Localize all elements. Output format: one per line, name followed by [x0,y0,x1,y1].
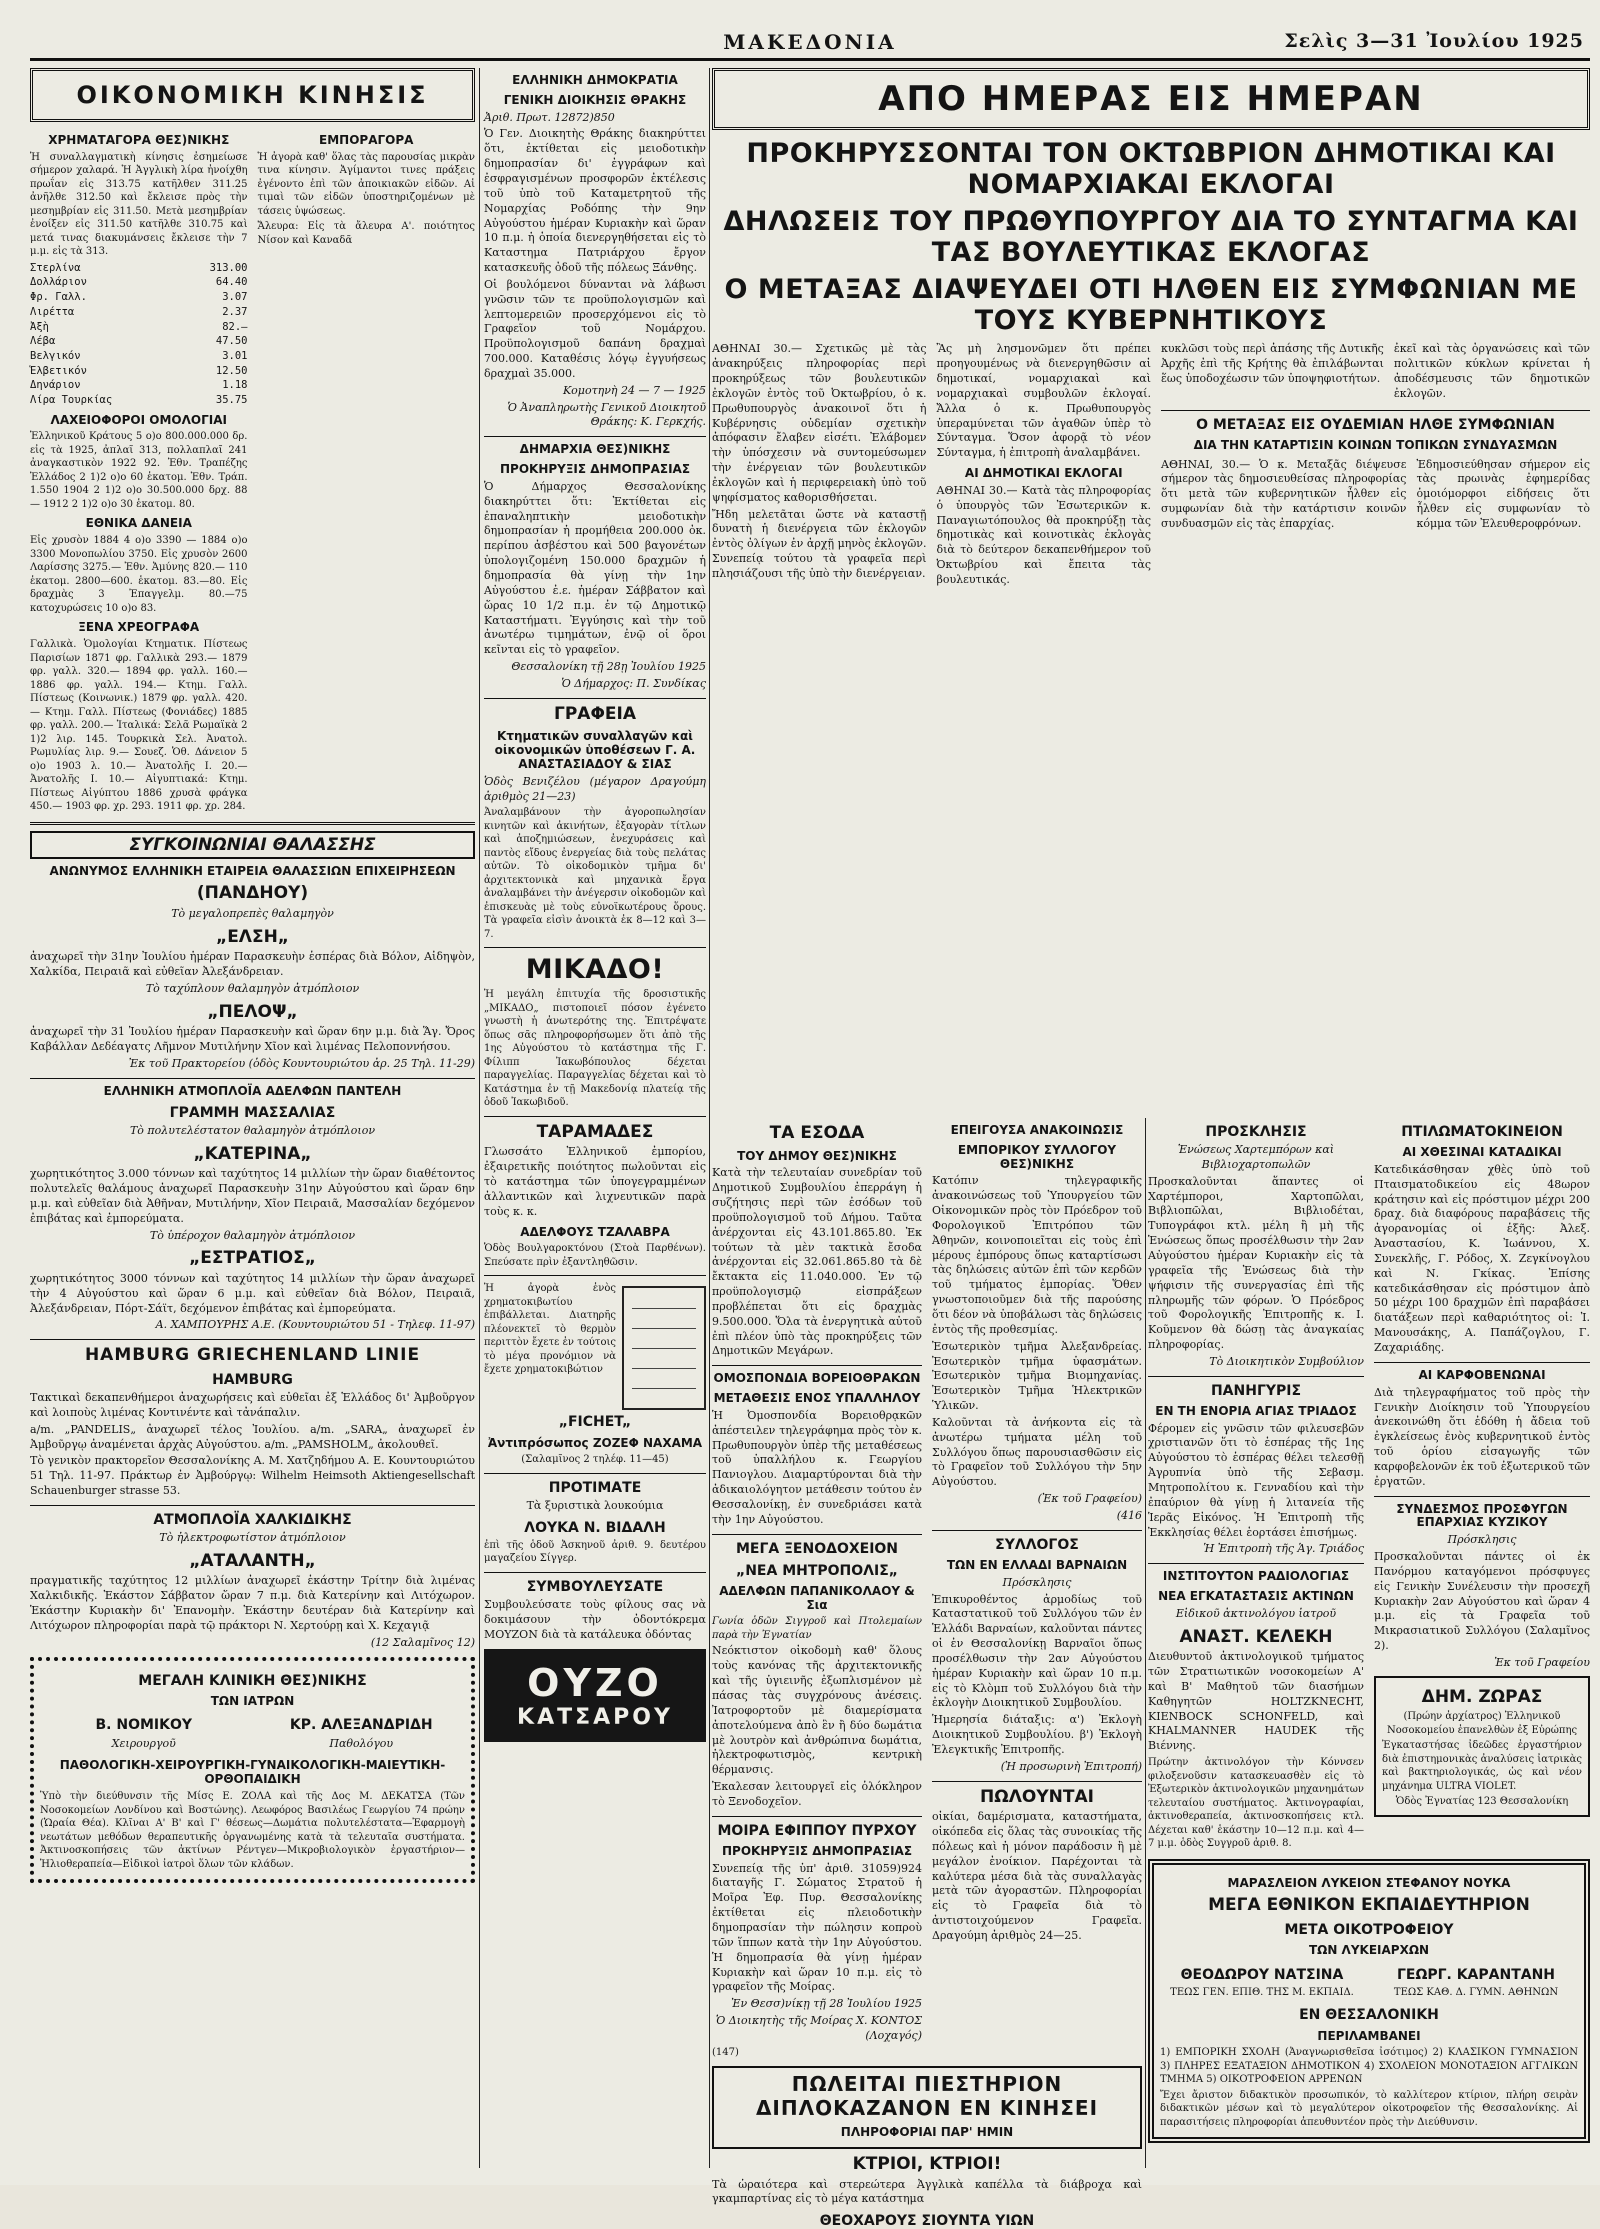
ship1-text: ἀναχωρεῖ τὴν 31ην Ἰουλίου ἡμέραν Παρασκευὴν ἑσπέρας διὰ Βόλον, Αἰδηψὸν, Χαλκίδα, Πειραιᾶ καὶ εὐθεῖαν Ἀλεξάνδρειαν. [30,950,475,979]
grafeia-text: Ἀναλαμβάνουν τὴν ἀγοροπωλησίαν κινητῶν καὶ ἀκινήτων, ἐξαγορὰν τίτλων καὶ ἀποζημιώσεων, ἐνεχυράσεις καὶ παντὸς εἴδους ἐνεργείας διὰ τοὺς πελάτας αὐτῶν. Τὸ οἰκοδομικὸν τμῆμα δι' ἀρχιτεκτονικὰ καὶ μηχανικὰ ἔργα ἀναλαμβάνει τὴν ἀνέγερσιν οἰκοδομῶν καὶ ἐπισκευὰς μὲ τοὺς εὐνοϊκωτέρους ὅρους. Τὰ γραφεῖα εἰσὶν ἀνοικτὰ ἐκ 8—12 καὶ 3—7. [484,807,706,940]
foreign-title: ΞΕΝΑ ΧΡΕΟΓΡΑΦΑ [78,620,200,635]
day-head1: ΠΡΟΚΗΡΥΣΣΟΝΤΑΙ ΤΟΝ ΟΚΤΩΒΡΙΟΝ ΔΗΜΟΤΙΚΑΙ ΚΑΙ ΝΟΜΑΡΧΙΑΚΑΙ ΕΚΛΟΓΑΙ [746,138,1556,201]
rad-name: ΑΝΑΣΤ. ΚΕΛΕΚΗ [1179,1626,1333,1647]
economy-left [30,128,248,816]
ship5-name: „ΑΤΑΛΑΝΤΗ„ [189,1550,316,1571]
sale3-text: Τὰ ὡραιότερα καὶ στερεώτερα Ἀγγλικὰ καπέλλα τὰ διάβροχα καὶ γκαμπαρτίνας εἰς τὸ μέγα κατάστημα [712,2177,1142,2206]
symb-text: Συμβουλεύσατε τοὺς φίλους σας νὰ δοκιμάσουν τὴν ὀδοντόκρεμα ΜΟΥΖΟΝ διὰ τὰ κατάλευκα ὀδόντας [484,1597,706,1641]
emp-text2: Καλοῦνται τὰ ἀνήκοντα εἰς τὰ ἀνωτέρω τμήματα μέλη τοῦ Συλλόγου ὅπως παρουσιασθῶσιν εἰς τὸ Γραφεῖον τοῦ Συλλόγου τὴν 5ην Αὐγούστου. [932,1415,1142,1489]
zoras-sub: (Πρώην ἀρχίατρος) Ἐλληνικοῦ Νοσοκομείου ἐπανελθὼν ἐξ Εὐρώπης [1386,1711,1578,1736]
school-inc: ΠΕΡΙΛΑΜΒΑΝΕΙ [1317,2028,1421,2043]
prot-title: ΠΡΟΤΙΜΑΤΕ [548,1479,642,1496]
revenue-title: ΤΑ ΕΣΟΔΑ [769,1123,865,1143]
ship4-name: „ΕΣΤΡΑΤΙΟΣ„ [189,1248,316,1269]
shipping-co3b: HAMBURG [212,1371,293,1388]
news-a1: ΑΘΗΝΑΙ 30.— Σχετικῶς μὲ τὰς ἀνακηρύξεις πληροφορίας περὶ προκηρύξεως τῶν βουλευτικῶν ἐκλογῶν ἐντὸς τοῦ Ὀκτωβρίου, ὁ κ. Πρωθυπουργὸς ἀνακοινοῖ ὅτι ἡ Κυβέρνησις οὐδεμίαν σχετικὴν ἀπόφασιν ἔλαβεν εἰσέτι. Ἐλάβομεν τὴν ὑπόσχεσιν νὰ συντομεύσωμεν τὴν ἐνέργειαν τῶν βουλευτικῶν ἐκλογῶν καὶ ἡ περιφερειακὴ ὑπὸ τοῦ ψηφίσματος καθορισθήσεται. [712,342,927,504]
symb-title: ΣΥΜΒΟΥΛΕΥΣΑΤΕ [526,1578,664,1595]
mikado-title: ΜΙΚΑΔΟ! [525,954,665,986]
school-list: 1) ΕΜΠΟΡΙΚΗ ΣΧΟΛΗ (Ἀναγνωρισθεῖσα ἰσότιμος) 2) ΚΛΑΣΙΚΟΝ ΓΥΜΝΑΣΙΟΝ 3) ΠΛΗΡΕΣ ΕΞΑΤΑΞΙΟΝ ΔΗΜΟΤΙΚΟΝ 4) ΣΧΟΛΕΙΟΝ ΜΟΝΟΤΑΞΙΟΝ ΑΓΓΛΙΚΩΝ ΤΜΗΜΑ 5) ΟΙΚΟΤΡΟΦΕΙΟΝ ΑΡΡΕΝΩΝ [1160,2047,1578,2086]
prosk-sub: Ἑνώσεως Χαρτεμπόρων καὶ Βιβλιοχαρτοπωλῶν [1177,1143,1335,1171]
hotel-title: ΜΕΓΑ ΞΕΝΟΔΟΧΕΙΟΝ [735,1540,899,1557]
metaxas-title: Ο ΜΕΤΑΞΑΣ ΕΙΣ ΟΥΔΕΜΙΑΝ ΗΛΘΕ ΣΥΜΦΩΝΙΑΝ [1196,416,1555,433]
zoras-addr: Ὁδὸς Ἐγνατίας 123 Θεσσαλονίκη [1395,1796,1569,1808]
economy-banner: ΟΙΚΟΝΟΜΙΚΗ ΚΙΝΗΣΙΣ [30,68,475,122]
tarama-title: ΤΑΡΑΜΑΔΕΣ [536,1121,654,1142]
varn-title: ΣΥΛΛΟΓΟΣ [995,1536,1079,1553]
column-rule [479,68,480,2168]
moira-text: Συνεπείᾳ τῆς ὑπ' ἀριθ. 31059)924 διαταγῆς Γ. Σώματος Στρατοῦ ἡ Μοῖρα Ἐφ. Πυρ. Θεσσαλονίκης ἐκτίθεται εἰς πλειοδοτικὴν δημοπρασίαν τὴν πώλησιν κοπροὺ τῶν ἵππων κατὰ τὴν 1ην Αὐγούστου. Ἡ δημοπρασία θὰ γίνῃ ἡμέραν Κυριακὴν καὶ ὥραν 10 π.μ. εἰς τὸ γραφεῖον τῆς Μοίρας. [712,1861,922,1994]
day-head3: Ο ΜΕΤΑΞΑΣ ΔΙΑΨΕΥΔΕΙ ΟΤΙ ΗΛΘΕΝ ΕΙΣ ΣΥΜΦΩΝΙΑΝ ΜΕ ΤΟΥΣ ΚΥΒΕΡΝΗΤΙΚΟΥΣ [724,274,1578,337]
metaxas-text2: Ἐδημοσιεύθησαν σήμερον εἰς τὰς πρωινὰς ἐφημερίδας ὁμοιόμορφοι εἰδήσεις ὅτι ἦλθεν εἰς συμφωνίαν τὸ κόμμα τῶν Ἐλευθεροφρόνων. [1416,457,1590,530]
sale2-title: ΠΩΛΕΙΤΑΙ ΠΙΕΣΤΗΡΙΟΝ [791,2072,1063,2097]
ouzo-title: ΟΥΖΟ [527,1660,663,1705]
revenue-text: Κατὰ τὴν τελευταίαν συνεδρίαν τοῦ Δημοτικοῦ Συμβουλίου ἐπερράγη ἡ συζήτησις περὶ τῶν ἐσόδων τοῦ προϋπολογισμοῦ τοῦ Δήμου. Ταῦτα ἀνέρχονται εἰς 43.101.865.80. Ἐκ τούτων τὰ μὲν τακτικὰ ἔσοδα ἀνέρχονται εἰς 32.061.865.80 τὰ δὲ ἔκτακτα εἰς 11.040.000. Ἐν τῷ προϋπολογισμῷ εἰσπράξεων προβλέπεται ὅτι εἰς δραχμὰς 9.500.000. Ὅλα τὰ ἐνεργητικὰ αὐτοῦ ἐπὶ πλέον ὑπὸ τὰς προκηρύξεις τῶν Δημοτικῶν Μεγάρων. [712,1166,922,1358]
clinic-title: ΜΕΓΑΛΗ ΚΛΙΝΙΚΗ ΘΕΣ)ΝΙΚΗΣ [138,1672,367,1689]
market-prices: Ἄλευρα: Εἰς τὰ ἄλευρα Α'. ποιότητος Νίσον καὶ Καναδᾶ [257,221,475,246]
syn-text: Προσκαλοῦνται πάντες οἱ ἐκ Πανόρμου καταγόμενοι πρόσφυγες εἰς Γενικὴν Συνέλευσιν τὴν προσεχῆ Κυριακὴν 2αν Αὐγούστου καὶ ὥραν 4 μ.μ. εἰς τὰ Γραφεῖα τοῦ Μικρασιατικοῦ Συλλόγου (Σαλαμῖνος 2). [1374,1550,1590,1653]
syn-inv: Πρόσκλησις [1447,1533,1517,1547]
tarama-text: Γλωσσάτο Ἑλληνικοῦ ἐμπορίου, ἐξαιρετικῆς ποιότητος πωλοῦνται εἰς τὸ κατάστημα τῶν ὑπογεγραμμένων ἀλλαντικῶν καὶ λιχνευτικῶν παρὰ τοὺς κ. κ. [484,1145,706,1218]
emp-text: Κατόπιν τηλεγραφικῆς ἀνακοινώσεως τοῦ Ὑπουργείου τῶν Οἰκονομικῶν πρὸς τὸν Πρόεδρον τοῦ Φορολογικοῦ Ἐπιτρόπου τῶν Ἀθηνῶν, κοινοποιεῖται εἰς τοὺς ἐπὶ μέρους ἐμπόρους ὅπως καταρτίσωσι τὰς δηλώσεις αὐτῶν ἐπὶ τῶν κερδῶν τοῦ τμήματος ἐμπορίας. Ὅθεν γνωστοποιοῦμεν διὰ τῆς παρούσης ὅτι δέον νὰ ὑποβάλωσι τὰς δηλώσεις ἐντὸς τῆς προθεσμίας. [932,1174,1142,1336]
news-a1b: Ἤδη μελετᾶται ὥστε νὰ καταστῇ δυνατὴ ἡ διενέργεια τῶν ἐκλογῶν ἐντὸς ὀλίγων ἐν ἀρχῇ μηνὸς ἐκλογῶν. Συνεπείᾳ τούτου τὰ γραφεῖα περὶ πλησιάζουσι τῆς ὑπὸ τὴν διενέργειαν. [712,507,927,580]
school-sub2: ΤΩΝ ΛΥΚΕΙΑΡΧΩΝ [1308,1943,1430,1958]
fx-rates [30,261,248,408]
rate-row: Ἀξὴ 82.— [30,320,248,333]
elections-text: ΑΘΗΝΑΙ 30.— Κατὰ τὰς πληροφορίας ὁ ὑπουργὸς τῶν Ἐσωτερικῶν κ. Παναγιωτόπουλος θὰ προκηρύξῃ τὰς δημοτικὰς καὶ κοινοτικὰς ἐκλογὰς διὰ τὸ δεύτερον δεκαπενθήμερον τοῦ Ὀκτωβρίου καὶ ἔπειτα τὰς βουλευτικάς. [936,483,1151,586]
ship4-intro: Τὸ ὑπέροχον θαλαμηγὸν ἀτμόπλοιον [149,1228,356,1242]
emp-sig: (Ἐκ τοῦ Γραφείου) [1037,1492,1142,1506]
ptil-text: Κατεδικάσθησαν χθὲς ὑπὸ τοῦ Πταισματοδικείου εἰς 48ωρον κράτησιν καὶ εἰς πρόστιμον μέχρι 200 δραχ. διὰ διαφόρους παραβάσεις τῆς ἀγορανομίας οἱ ἑξῆς: Ἀλεξ. Ἀναστασίου, Κ. Ἰωάννου, Χ. Συνεκλῆς, Γ. Ρόδος, Χ. Ζεγκίνογλου καὶ Ν. Γκίκας. Ἐπίσης κατεδικάσθησαν εἰς πρόστιμον ἀπὸ 50 μέχρι 100 δραχμῶν ἐπὶ παραβάσει διατάξεων περὶ καθαριότητος οἱ: Ἰ. Μανουσάκης, Α. Παπάζογλου, Γ. Ζαχαριάδης. [1374,1162,1590,1355]
rad-text: Διευθυντοῦ ἀκτινολογικοῦ τμήματος τῶν Στρατιωτικῶν νοσοκομείων Α' καὶ Β' Μαθητοῦ τῶν διασήμων Καθηγητῶν HOLTZKNECHT, KIENBOCK SCHONFELD, καὶ KHALMANNER HAUDEK τῆς Βιέννης. [1148,1650,1364,1753]
rate-row: Δηνάριον 1.18 [30,379,248,392]
zoras-ad [1374,1676,1590,1817]
ship3-name: „ΚΑΤΕΡΙΝΑ„ [193,1143,312,1164]
syll-text: Ἡ Ὀμοσπονδία Βορειοθρᾳκῶν ἀπέστειλεν τηλεγράφημα πρὸς τὸν κ. Πρωθυπουργὸν ὑπὲρ τῆς μεταθέσεως τοῦ ὑπαλλήλου κ. Γεωργίου Πανιογλου. Διαμαρτύρονται διὰ τὴν ἀδικαιολόγητον μετάθεσιν τούτου ἐν Θεσσαλονίκῃ, ἐν συνεδριάσει κατὰ τὴν 1ην Αὐγούστου. [712,1408,922,1526]
hotel-sub: ΑΔΕΛΦΩΝ ΠΑΠΑΝΙΚΟΛΑΟΥ & Σια [719,1583,915,1612]
prot-name: ΛΟΥΚΑ Ν. ΒΙΔΑΛΗ [524,1519,666,1536]
metaxas-sub: ΔΙΑ ΤΗΝ ΚΑΤΑΡΤΙΣΙΝ ΚΟΙΝΩΝ ΤΟΠΙΚΩΝ ΣΥΝΔΥΑΣΜΩΝ [1193,437,1558,452]
sale2-big: ΔΙΠΛΟΚΑΖΑΝΟΝ ΕΝ ΚΙΝΗΣΕΙ [755,2096,1099,2121]
sale3-name: ΘΕΟΧΑΡΟΥΣ ΣΙΟΥΝΤΑ ΥΙΩΝ [819,2213,1035,2229]
day-to-day-section [712,68,1590,586]
sale1-text: οἰκίαι, δαμέρισματα, καταστήματα, οἰκόπεδα εἰς ὅλας τὰς συνοικίας τῆς πόλεως καὶ ἡ μόνον παράδοσιν ἢ μὲ μεγάλον ἐνοίκιον. Παρέχονται τὰ καλύτερα μέσα διὰ τὰς συναλλαγὰς μετὰ τῶν ἀγοραστῶν. Πληροφορίαι εἰς τὸ Γραφεῖα διὰ τὸ ἀντιστοιχούμενον Γραφεῖα. Δραγούμη ἀριθμὸς 24—25. [932,1810,1142,1942]
clinic-spec: ΠΑΘΟΛΟΓΙΚΗ-ΧΕΙΡΟΥΡΓΙΚΗ-ΓΥΝΑΙΚΟΛΟΓΙΚΗ-ΜΑΙΕΥΤΙΚΗ-ΟΡΘΟΠΑΙΔΙΚΗ [59,1758,446,1787]
tarama-addr: Ὁδὸς Βουλγαροκτόνου (Στοὰ Παρθένων). Σπεύσατε πρὶν ἐξαντληθῶσιν. [484,1243,706,1268]
column-notices-right [1148,1118,1590,2168]
rate-row: Ἑλβετικόν 12.50 [30,364,248,377]
hotel-text2: Ἐκαλεσαν λειτουργεῖ εἰς ὁλόκληρον τὸ Ξενοδοχεῖον. [712,1780,922,1808]
gov-date: Κομοτηνὴ 24 — 7 — 1925 [562,383,706,397]
school-n2-role: ΤΕΩΣ ΚΑΘ. Δ. ΓΥΜΝ. ΑΘΗΝΩΝ [1393,1986,1559,1998]
day-banner: ΑΠΟ ΗΜΕΡΑΣ ΕΙΣ ΗΜΕΡΑΝ [712,68,1590,130]
pan-text: Φέρομεν εἰς γνῶσιν τῶν φιλευσεβῶν χριστιανῶν ὅτι τὸ ἑσπέρας τῆς 1ης Αὐγούστου τὸ ἑσπέρας θέλει τελεσθῇ Ἀγρυπνία ὑπὸ τῆς Σεβασμ. Μητροπολίτου κ. Γενναδίου καὶ τὴν ἐπαύριον θὰ γίνῃ ἡ λιτανεία τῆς Ἱερᾶς Εἰκόνος. Ἡ Ἐπιτροπὴ τῆς Ἐκκλησίας θέλει ἑορτάσει ἐπισήμως. [1148,1421,1364,1539]
loans-text: Εἰς χρυσὸν 1884 4 ο)ο 3390 — 1884 ο)ο 3300 Μονοπωλίου 3750. Εἰς χρυσὸν 2600 Λαρίσσης 3275.— Ἐθν. Ἀμύνης 820.— 110 ἑκατομ. 2800—600. ἑκατομ. 83.—80. Εἰς δραχμὰς 3 Ἐπαγγελμ. 80.—75 κατοχυρώσεις 10 ο)ο 83. [30,535,248,614]
prosk-text: Προσκαλοῦνται ἅπαντες οἱ Χαρτέμποροι, Χαρτοπῶλαι, Βιβλιοπῶλαι, Βιβλιοδέται, Τυπογράφοι κτλ. μέλη ἢ μὴ τῆς Ἑνώσεως ὅπως προσέλθωσιν τὴν 2αν Αὐγούστου ἡμέραν Κυριακὴν εἰς τὰ γραφεῖα τῆς Ἑνώσεως διὰ τὴν ψήφισιν τῆς συνεργασίας ἐπὶ τῆς πληρωμῆς τῶν φόρων. Ὁ Πρόεδρος τοῦ Φορολογικῆς Ἐπιτροπῆς κ. Ι. Κοῦμενον θὰ δώσῃ τὰς ἀναγκαίας πληροφορίας. [1148,1174,1364,1352]
varn-sig: (Ἡ προσωρινὴ Ἐπιτροπή) [1000,1759,1142,1773]
rate-row: Στερλίνα 313.00 [30,261,248,274]
ouzo-ad [484,1649,706,1742]
column-economy [30,68,475,2168]
safe-illustration [622,1286,706,1410]
rate-row: Λιρέττα 2.37 [30,305,248,318]
revenue-sub: ΤΟΥ ΔΗΜΟΥ ΘΕΣ)ΝΙΚΗΣ [737,1148,897,1163]
zoras-text: Ἐγκαταστήσας ἰδεῶδες ἐργαστήριον διὰ ἐπιστημονικὰς ἀναλύσεις ἰατρικὰς καὶ βακτηριολογικάς, ὡς καὶ νέον μηχάνημα ULTRA VIOLET. [1382,1740,1582,1792]
fichet-agent: Ἀντιπρόσωπος ΖΟΖΕΦ ΝΑΧΑΜΑ [487,1435,703,1450]
school-title: ΜΕΓΑ ΕΘΝΙΚΟΝ ΕΚΠΑΙΔΕΥΤΗΡΙΟΝ [1208,1895,1530,1916]
rate-row: Λέβα 47.50 [30,335,248,348]
tarama-sig: ΑΔΕΛΦΟΥΣ ΤΖΑΛΑΒΡΑ [520,1224,670,1239]
moira-sub: ΠΡΟΚΗΡΥΞΙΣ ΔΗΜΟΠΡΑΣΙΑΣ [721,1843,913,1858]
bonds-text: Ἑλληνικοῦ Κράτους 5 ο)ο 800.000.000 δρ. εἰς τὰ 1925, ἀπλαῖ 313, πολλαπλαῖ 241 ἀναγκαστικὸν 1922 92. Ἐθν. Τραπέζης Ἑλλάδος 2 1)2 ο)ο 60 ἑκατομ. Ἐθν. Τράπ. 1.550 1904 2 1)2 ο)ο 30.500.000 δρχ. 88 — 1912 2 1)2 ο)ο 30 ἑκατομ. 80. [30,431,248,510]
mikado-text: Ἡ μεγάλη ἐπιτυχία τῆς δροσιστικῆς „ΜΙΚΑΔΟ„ πιστοποιεῖ πόσον ἐγένετο γνωστὴ ἡ ἀνωτερότης της. Ἐπιτρέψατε ὅπως σᾶς πληροφορήσωμεν ὅτι ἀπὸ τῆς 1ης Αὐγούστου τὸ κατάστημα τῆς Γ. Φίλιππ Ἰακωβόπουλος δέχεται παραγγελίας. Παραγγελίας δέχεται καὶ τὸ Κατάστημα ἐν τῇ Μακεδονίᾳ πλατείᾳ τῆς ὁδοῦ Ἰακωβιδοῦ. [484,989,706,1109]
varn-inv: Πρόσκλησις [1002,1575,1072,1589]
rate-row: Δολλάριον 64.40 [30,276,248,289]
rad-text2: Πρώτην ἀκτινολόγον τὴν Κόννσεν φιλοξενοῦσιν κατασκευασθὲν εἰς τὸ Ἐξωτερικὸν ἀκτινολογικῶν μηχανημάτων τελευταίου συστήματος. Ἀκτινογραφίαι, ἀκτινοθεραπεία, ἀκτινοσκοπήσεις κτλ. Δέχεται καθ' ἑκάστην 10—12 π.μ. καὶ 4—7 μ.μ. ὁδὸς Συγγροῦ ἀριθ. 8. [1148,1757,1364,1850]
bonds-title: ΛΑΧΕΙΟΦΟΡΟΙ ΟΜΟΛΟΓΙΑΙ [50,412,227,427]
school-text: Ἔχει ἄριστον διδακτικὸν προσωπικόν, τὸ καλλίτερον κτίριον, πλήρη σειρὰν διδακτικῶν μέσων καὶ τὸ μεγαλύτερον οἰκοτροφεῖον τῆς Θεσσαλονίκης. Αἱ παρασιτήσεις πληροφορίαι ἀπευθυντέον πρὸς τὴν Διεύθυνσιν. [1160,2089,1578,2128]
market-title: ΕΜΠΟΡΑΓΟΡΑ [319,133,414,147]
ship1-name: „ΕΛΣΗ„ [216,926,289,947]
fx-title: ΧΡΗΜΑΤΑΓΟΡΑ ΘΕΣ)ΝΙΚΗΣ [48,133,230,147]
masthead [30,28,1590,61]
column-local [712,1118,1142,2229]
shipping-co3: HAMBURG GRIECHENLAND LINIE [84,1345,421,1366]
fichet-name: „FICHET„ [558,1414,632,1431]
mun-date: Θεσσαλονίκη τῇ 28ῃ Ἰουλίου 1925 [511,660,706,674]
gov-sub: ΓΕΝΙΚΗ ΔΙΟΙΚΗΣΙΣ ΘΡΑΚΗΣ [503,92,687,107]
mun-text: Ὁ Δήμαρχος Θεσσαλονίκης διακηρύττει ὅτι: Ἐκτίθεται εἰς ἐπαναληπτικὴν μειοδοτικὴν δημοπρασίαν ἡ προμήθεια 200.000 ὀκ. περίπου ἀσβέστου καὶ 500 βαγονέτων ὑπολογιζομένη 150.000 δραχμῶν ἡ δημοπρασία θὰ γίνῃ τὴν 1ην Αὐγούστου ἐ.ε. ἡμέραν Σάββατον καὶ ὥρας 10 1/2 π.μ. ἐν τῷ Δημοτικῷ Καταστήματι. Ἐγγύησις καὶ τὴν τοῦ ἀνωτέρω τιμημάτων, ἐνῷ οἱ ὅροι κεῖνται εἰς τὸ γραφεῖον. [484,479,706,657]
clinic-text: Ὑπὸ τὴν διεύθυνσιν τῆς Μίσς Ε. ΖΟΛΑ καὶ τῆς Δος Μ. ΔΕΚΑΤΣΑ (Τῶν Νοσοκομείων Λονδίνου καὶ Βοστώνης). Λεωφόρος Βασιλέως Γεωργίου 74 πρώην (Ὡραία Θέα). Κλῖναι Α' Β' καὶ Γ' θέσεως—Δωμάτια πολυτελέστατα—Ἐφαρμογὴ νεωτάτων μεθόδων θεραπευτικῆς ὀργανωμένης κατὰ τὰ τελευταῖα συστήματα. Ἀκτινοσκοπήσεις τῶν ἀκτίνων Ρέντγεν—Μικροβιολογικὸν ἐργαστήριον—Ἡλιοθεραπεία—Εἰδικοὶ ἰατροὶ ὅλων τῶν κλάδων. [40,1791,465,1870]
ptil-sub: ΑΙ ΧΘΕΣΙΝΑΙ ΚΑΤΑΔΙΚΑΙ [1402,1145,1562,1160]
sale3-title: ΚΤΡΙΟΙ, ΚΤΡΙΟΙ! [852,2154,1002,2175]
rad-title: ΙΝΣΤΙΤΟΥΤΟΝ ΡΑΔΙΟΛΟΓΙΑΣ [1162,1569,1350,1584]
pan-sig: Ἡ Ἐπιτροπὴ τῆς Ἁγ. Τριάδος [1203,1542,1364,1556]
hotel-addr: Γωνία ὁδῶν Σιγγροῦ καὶ Πτολεμαίων παρὰ τὴν Ἐγνατίαν [712,1616,922,1641]
co3-text: Τακτικαὶ δεκαπενθήμεροι ἀναχωρήσεις καὶ εὐθεῖαι ἐξ Ἑλλάδος δι' Ἀμβοῦργον καὶ λοιποὺς λιμένας Κοντινέντε καὶ τἀνάπαλιν. [30,1390,475,1419]
shipping-banner: ΣΥΓΚΟΙΝΩΝΙΑΙ ΘΑΛΑΣΣΗΣ [30,831,475,859]
clinic-dr1: Β. ΝΟΜΙΚΟΥ [95,1717,192,1734]
ship5-agent: (12 Σαλαμῖνος 12) [370,1635,475,1649]
day-head2: ΔΗΛΩΣΕΙΣ ΤΟΥ ΠΡΩΘΥΠΟΥΡΓΟΥ ΔΙΑ ΤΟ ΣΥΝΤΑΓΜΑ ΚΑΙ ΤΑΣ ΒΟΥΛΕΥΤΙΚΑΣ ΕΚΛΟΓΑΣ [723,206,1579,269]
gov-no: Ἀριθ. Πρωτ. 12872)850 [484,110,615,124]
ship2-name: „ΠΕΛΟΨ„ [207,1001,298,1022]
syll-title: ΟΜΟΣΠΟΝΔΙΑ ΒΟΡΕΙΟΘΡΑΚΩΝ [713,1371,921,1386]
shipping-agent: Ἐκ τοῦ Πρακτορείου (ὁδὸς Κουντουριώτου ἀρ. 25 Τηλ. 11-29) [128,1057,475,1071]
emp-sub: ΕΜΠΟΡΙΚΟΥ ΣΥΛΛΟΓΟΥ ΘΕΣ)ΝΙΚΗΣ [957,1142,1117,1171]
market-text: Ἡ ἀγορὰ καθ' ὅλας τὰς παρουσίας μικρὰν τινα κίνησιν. Ἀγίμαντοι τινες πράξεις ἐγένοντο ἐπὶ τῶν ἀποικιακῶν εἰδῶν. Αἱ τιμαὶ τῶν εἰδῶν ὑποστηριζομένων μὲ τάσεις ὑψώσεως. [257,151,475,217]
ship3-text: χωρητικότητος 3.000 τόννων καὶ ταχύτητος 14 μιλλίων τὴν ὥραν διαθέτοντος πολυτελεῖς θαλάμους ἀναχωρεῖ Παρασκευὴν 31ην Αὐγούστου καὶ ὥραν 6ην μ.μ. καὶ εὐθεῖαν διὰ Ἀθῆναν, Μυτιλήνην, Χῖον Πειραιᾶ, Μασσαλίαν δεχόμενον ἐπιβάτας καὶ ἐμπορεύματα. [30,1167,475,1225]
co3-agent: Τὸ γενικὸν πρακτορεῖον Θεσσαλονίκης Α. Μ. Χατζηδήμου Α. Ε. Κουντουριώτου 51 Τηλ. 11-97. Πράκτωρ ἐν Ἀμβούργῳ: Wilhelm Heimsoth Aktiengesellschaft Schauenburger strasse 53. [30,1454,475,1498]
ptil-title: ΠΤΙΛΩΜΑΤΟΚΙΝΕΙΟΝ [1401,1124,1563,1140]
shipping-co2b: ΓΡΑΜΜΗ ΜΑΣΣΑΛΙΑΣ [169,1104,336,1121]
press-sale-ad [712,2066,1142,2149]
clinic-dr2: ΚΡ. ΑΛΕΞΑΝΔΡΙΔΗ [289,1717,433,1734]
mun-sig: Ὁ Δήμαρχος: Π. Συνδίκας [561,676,706,690]
prot-text: Τὰ ξυριστικὰ λουκούμια [526,1498,664,1512]
fichet-addr: (Σαλαμῖνος 2 τηλέφ. 11—45) [521,1454,669,1466]
emp-list: Ἐσωτερικὸν τμῆμα Ἀλεξανδρείας. Ἐσωτερικὸν τμῆμα ὑφασμάτων. Ἐσωτερικὸν τμῆμα Βιομηχανίας. Ἐσωτερικὸν Τμῆμα Ἡλεκτρικῶν Ὑλικῶν. [932,1339,1142,1413]
varn-sub: ΤΩΝ ΕΝ ΕΛΛΑΔΙ ΒΑΡΝΑΙΩΝ [946,1557,1128,1572]
fx-text: Ἡ συναλλαγματικὴ κίνησις ἐσημείωσε σήμερον χαλαρά. Ἡ Ἀγγλικὴ λίρα ἠνοίχθη πρωΐαν εἰς 313.75 κατῆλθεν 311.25 ἀνῆλθε 312.50 καὶ ἔκλεισε πρὸς τὴν μεσημβρίαν εἰς 311.50. Μετὰ μεσημβρίαν ἐνοίξεν εἰς 311.50 κατῆλθε 310.75 καὶ μετά τινας διακυμάνσεις ἔκλεισε τὴν 7 μ.μ. εἰς τὰ 313. [30,151,248,258]
elections-title: ΑΙ ΔΗΜΟΤΙΚΑΙ ΕΚΛΟΓΑΙ [964,466,1123,481]
ship3-intro: Τὸ πολυτελέστατον θαλαμηγὸν ἀτμόπλοιον [129,1123,376,1137]
school-top: ΜΑΡΑΣΛΕΙΟΝ ΛΥΚΕΙΟΝ ΣΤΕΦΑΝΟΥ ΝΟΥΚΑ [1227,1875,1511,1890]
moira-date: Ἐν Θεσσ)νίκῃ τῇ 28 Ἰουλίου 1925 [731,1997,922,2011]
school-sub: ΜΕΤΑ ΟΙΚΟΤΡΟΦΕΙΟΥ [1284,1921,1454,1938]
grafeia-addr: Ὁδὸς Βενιζέλου (μέγαρον Δραγούμη ἀριθμὸς 21—23) [484,774,706,803]
pan-title: ΠΑΝΗΓΥΡΙΣ [1210,1382,1302,1399]
hotel-text: Νεόκτιστον οἰκοδομὴ καθ' ὅλους τοὺς κανόνας τῆς ἀρχιτεκτονικῆς καὶ τῆς ὑγιεινῆς ἐξωπλισμένον μὲ πάσας τὰς συγχρόνους ἀνέσεις. Ἰατροφορτοῦν μὲ διαμερίσματα ἀποτελούμενα ἀπὸ ἓν ἢ δύο δωμάτια μὲ λουτρὸν καὶ ἀνθρώπινα δωμάτια, ἡλεκτροφωτισμὸς, κεντρικὴ θέρμανσις. [712,1644,922,1777]
column-rule [709,68,710,2168]
co3-ships: a/m. „PANDELIS„ ἀναχωρεῖ τέλος Ἰουλίου. a/m. „SARA„ ἀναχωρεῖ ἐν Ἀμβοῦργῳ ἀναμένεται ἀρχὰς Αὐγούστου. a/m. „PAMSHOLM„ ἀκολουθεῖ. [30,1422,475,1451]
ship5-text: πραγματικῆς ταχύτητος 12 μιλλίων ἀναχωρεῖ ἑκάστην Τρίτην διὰ λιμένας Χαλκιδικῆς. Ἑκάστον Σάββατον ὥραν 7 π.μ. διὰ Κατερίνην καὶ Λιτόχωρον. Ἑκάστην Κυριακὴν δι' Ἐπανομὴν. Ἑκάστην δευτέραν διὰ Κατερίνην καὶ Λιτόχωρον πληροφορίαι παρὰ τῷ πράκτορι Ν. Χερτούρῃ καὶ Χ. Κεχαγιᾷ [30,1574,475,1632]
moira-sig: Ὁ Διοικητὴς τῆς Μοίρας Χ. ΚΟΝΤΟΣ (Λοχαγός) [715,2014,922,2042]
economy-right [258,128,476,816]
hotel-name: „ΝΕΑ ΜΗΤΡΟΠΟΛΙΣ„ [736,1562,898,1579]
school-n1-role: ΤΕΩΣ ΓΕΝ. ΕΠΙΘ. ΤΗΣ Μ. ΕΚΠΑΙΔ. [1170,1986,1354,1998]
shipping-co1b: (ΠΑΝΔΗΟΥ) [196,883,309,904]
zoras-title: ΔΗΜ. ΖΩΡΑΣ [1421,1686,1543,1707]
mun-sub: ΠΡΟΚΗΡΥΞΙΣ ΔΗΜΟΠΡΑΣΙΑΣ [499,462,691,477]
school-ad [1148,1859,1590,2144]
clinic-sub: ΤΩΝ ΙΑΤΡΩΝ [210,1693,295,1708]
fichet-intro: Ἡ ἀγορὰ ἑνὸς χρηματοκιβωτίου ἐπιβάλλεται. Διατηρῆς πλέονεκτεῖ τὸ θερμὸν περιττὸν ἔχετε ἐν τούτοις τὸ μέγα προνόμιον νὰ ἔχετε χρηματοκιβώτιον [484,1283,616,1376]
rate-row: Λίρα Τουρκίας 35.75 [30,393,248,406]
gov-sig: Ὁ Ἀναπληρωτὴς Γενικοῦ Διοικητοῦ Θράκης: Κ. Γερκχής. [507,400,706,429]
rad-sub2: Εἰδικοῦ ἀκτινολόγου ἰατροῦ [1175,1606,1337,1620]
rad-sub: ΝΕΑ ΕΓΚΑΤΑΣΤΑΣΙΣ ΑΚΤΙΝΩΝ [1158,1589,1354,1604]
syn-sig: Ἐκ τοῦ Γραφείου [1494,1655,1590,1669]
column-rule [1145,1118,1146,2168]
karf-text: Διὰ τηλεγραφήματος τοῦ πρὸς τὴν Γενικὴν Διοίκησιν τοῦ Ὑπουργείου ἀνεκοινώθη ὅτι ἐδόθη ἡ ἄδεια τοῦ ἐγκλείσεως ἐνὸς κυβερνητικοῦ ἐντὸς τοῦ ὁρίου εἰσαγωγῆς τῶν καρφοβελονῶν ἐκ τοῦ ἐξωτερικοῦ τῶν ἐργατῶν. [1374,1385,1590,1488]
ship4-agent: Α. ΧΑΜΠΟΥΡΗΣ Α.Ε. (Κουντουριώτου 51 - Τηλεφ. 11-97) [155,1318,475,1332]
sale2-info: ΠΛΗΡΟΦΟΡΙΑΙ ΠΑΡ' ΗΜΙΝ [840,2125,1014,2140]
clinic-ad [30,1657,475,1883]
clinic-dr1-role: Χειρουργοῦ [111,1736,176,1750]
issue-date: Σελὶς 3—31 Ἰουλίου 1925 [1284,30,1584,52]
pan-sub: ΕΝ ΤΗ ΕΝΟΡΙΑ ΑΓΙΑΣ ΤΡΙΑΔΟΣ [1155,1403,1357,1418]
prosk-sig: Τὸ Διοικητικὸν Συμβούλιον [1209,1354,1364,1368]
ship2-text: ἀναχωρεῖ τὴν 31 Ἰουλίου ἡμέραν Παρασκευὴν καὶ ὥραν 6ην μ.μ. διὰ Ἅγ. Ὄρος Καβάλλαν Δεδέαγατς Λῆμνον Μυτιλήνην Χῖον καὶ λιμένας Πελοποννήσου. [30,1025,475,1054]
loans-title: ΕΘΝΙΚΑ ΔΑΝΕΙΑ [85,516,192,531]
syn-title: ΣΥΝΔΕΣΜΟΣ ΠΡΟΣΦΥΓΩΝ ΕΠΑΡΧΙΑΣ ΚΥΖΙΚΟΥ [1396,1501,1568,1530]
ship5-intro: Τὸ ἠλεκτροφωτίστον ἀτμόπλοιον [159,1530,346,1544]
gov-title: ΕΛΛΗΝΙΚΗ ΔΗΜΟΚΡΑΤΙΑ [512,73,678,87]
ship2-intro: Τὸ ταχύπλουν θαλαμηγὸν ἀτμόπλοιον [145,981,360,995]
column-notices [484,68,706,2168]
sale1-title: ΠΩΛΟΥΝΤΑΙ [980,1786,1094,1807]
newspaper-title: ΜΑΚΕΔΟΝΙΑ [723,30,897,54]
gov-text2: Οἱ βουλόμενοι δύνανται νὰ λάβωσι γνῶσιν τῶν τε προϋπολογισμῶν καὶ λεπτομερειῶν προσερχόμενοι εἰς τὸ Γραφεῖον τοῦ Νομάρχου. Προϋπολογισμοῦ δαπάνη δραχμαὶ 700.000. Καταθέσις λόγῳ ἐγγυήσεως δραχμαὶ 35.000. [484,277,706,380]
shipping-co4: ΑΤΜΟΠΛΟΪΑ ΧΑΛΚΙΔΙΚΗΣ [153,1511,352,1528]
gov-text: Ὁ Γεν. Διοικητὴς Θράκης διακηρύττει ὅτι, ἐκτίθεται εἰς μειοδοτικὴν δημοπρασίαν δι' ἐγγράφων καὶ ἐσφραγισμένων προσφορῶν ἐκτέλεσις τοῦ ὑπὸ τοῦ Καταμετρητοῦ τῆς Νομαρχίας Ροδόπης τὴν 9ην Αὐγούστου ἡμέραν Κυριακὴν καὶ ὥραν 10 π.μ. ἡ ὁποία διενεργηθήσεται εἰς τὸ Καταστημα Πατριάρχου ἔργον κατασκευῆς ὀδοῦ τῆς πόλεως Ξάνθης. [484,127,706,275]
school-city: ΕΝ ΘΕΣΣΑΛΟΝΙΚΗ [1299,2007,1439,2024]
news-a2: Ἂς μὴ λησμονῶμεν ὅτι πρέπει προηγουμένως νὰ διενεργηθῶσιν αἱ δημοτικαί, νομαρχιακαὶ καὶ νομαρχιακαὶ συμβουλῶν ἐκλογαί. Ἄλλα ὁ κ. Πρωθυπουργὸς ὑπεραμύνεται τῶν ἀγαθῶν ὑπὲρ τὸ Σύνταγμα. Ὅσον ἀφορᾷ τὸ νέον Σύνταγμα, ἡ ἐπιτροπὴ ἀναλαμβάνει. [936,342,1151,460]
foreign-text: Γαλλικὰ. Ὁμολογίαι Κτηματικ. Πίστεως Παρισίων 1871 φρ. Γαλλικὰ 293.— 1879 φρ. γαλλ. 320.— 1894 φρ. γαλλ. 160.— 1886 φρ. γαλλ. 194.— Κτημ. Γαλλ. Πίστεως (Κοινωνικ.) 1879 φρ. γαλλ. 420.— Κτημ. Γαλλ. Πίστεως (Φονιάδες) 1885 φρ. γαλλ. 200.— Ἰταλικά: Σελᾶ Ρωμαϊκὰ 2 1)2 λιρ. 145. Τουρκικὰ Σελ. Ἀνατολ. Ρωμυλίας λιρ. 9.— Σουεζ. Ὁθ. Δάνειον 5 ο)ο 1903 λ. 10.— Ἀνατολῆς Ι. 20.— Ἀνατολῆς Ι. 10.— Αἰγυπτιακά: Κτημ. Πίστεως Αἰγύπτου 1886 χρυσὰ φράγκα 450.— 1903 φρ. χρ. 293. 1911 φρ. χρ. 284. [30,639,248,813]
ship1-intro: Τὸ μεγαλοπρεπὲς θαλαμηγὸν [171,906,334,920]
moira-title: ΜΟΙΡΑ ΕΦΙΠΠΟΥ ΠΥΡΧΟΥ [717,1822,917,1839]
shipping-co1: ΑΝΩΝΥΜΟΣ ΕΛΛΗΝΙΚΗ ΕΤΑΙΡΕΙΑ ΘΑΛΑΣΣΙΩΝ ΕΠΙΧΕΙΡΗΣΕΩΝ [49,863,456,878]
grafeia-sub: Κτηματικῶν συναλλαγῶν καὶ οἰκονομικῶν ὑποθέσεων Γ. Α. ΑΝΑΣΤΑΣΙΑΔΟΥ & ΣΙΑΣ [494,729,696,771]
rate-row: Φρ. Γαλλ. 3.07 [30,291,248,304]
school-n2: ΓΕΩΡΓ. ΚΑΡΑΝΤΑΝΗ [1396,1966,1556,1983]
shipping-co2: ΕΛΛΗΝΙΚΗ ΑΤΜΟΠΛΟΪΑ ΑΔΕΛΦΩΝ ΠΑΝΤΕΛΗ [103,1083,402,1098]
news-a4: ἐκεῖ καὶ τὰς ὀργανώσεις καὶ τῶν πολιτικῶν κύκλων κρίνεται ἡ ἀποδέσμευσις τῶν δημοτικῶν ἐκλογῶν. [1393,342,1590,400]
ouzo-brand: ΚΑΤΣΑΡΟΥ [517,1704,673,1730]
prosk-title: ΠΡΟΣΚΛΗΣΙΣ [1205,1124,1307,1140]
news-a3: κυκλῶσι τοὺς περὶ ἀπάσης τῆς Δυτικῆς Ἀρχῆς ἐπὶ τῆς Κρήτης θὰ ἐπιλάβωνται ἕως ὑποδοχέωσιν τῶν ὑποψηφιοτήτων. [1161,342,1384,385]
metaxas-text: ΑΘΗΝΑΙ, 30.— Ὁ κ. Μεταξᾶς διέψευσε σήμερον τὰς δημοσιευθείσας πληροφορίας ὅτι μετὰ τῶν κυβερνητικῶν ἦλθεν εἰς συμφωνίαν διὰ τὴν κατάρτισιν κοινῶν συνδυασμῶν εἰς τὰς ἐπαρχίας. [1161,457,1407,530]
prot-addr: ἐπὶ τῆς ὁδοῦ Ἀσκηνοῦ ἀριθ. 9. δευτέρου μαγαζείου Σίγγερ. [484,1539,706,1565]
emp-title: ΕΠΕΙΓΟΥΣΑ ΑΝΑΚΟΙΝΩΣΙΣ [950,1123,1124,1137]
grafeia-title: ΓΡΑΦΕΙΑ [554,703,636,724]
varn-text: Ἐπικυροθέντος ἀρμοδίως τοῦ Καταστατικοῦ τοῦ Συλλόγου τῶν ἐν Ἑλλάδι Βαρναίων, καλοῦνται πάντες οἱ ἐν Θεσσαλονίκῃ Βαρναῖοι ὅπως προσέλθωσιν τὴν 2αν Αὐγούστου ἡμέραν Κυριακὴν καὶ ὥραν 10 π.μ. εἰς τὸ Κλὸμπ τοῦ Συλλόγου διὰ τὴν ἐκλογὴν Διοικητικοῦ Συμβουλίου. [932,1592,1142,1710]
moira-num: (147) [712,2046,739,2058]
mun-title: ΔΗΜΑΡΧΙΑ ΘΕΣ)ΝΙΚΗΣ [519,442,671,457]
emp-num: (416 [1116,1508,1142,1522]
rate-row: Βελγικόν 3.01 [30,349,248,362]
syll-sub: ΜΕΤΑΘΕΣΙΣ ΕΝΟΣ ΥΠΑΛΛΗΛΟΥ [713,1391,921,1406]
varn-agenda: Ἡμερησία διάταξις: α') Ἐκλογὴ Διοικητικοῦ Συμβουλίου. β') Ἐκλογὴ Ἐλεγκτικῆς Ἐπιτροπῆς. [932,1713,1142,1756]
ship4-text: χωρητικότητος 3000 τόννων καὶ ταχύτητος 14 μιλλίων τὴν ὥραν ἀναχωρεῖ τὴν 4 Αὐγούστου καὶ ὥραν 6 μ.μ. καὶ εὐθεῖαν διὰ Βόλον, Πειραιᾶ, Ἀλεξάνδρειαν, Πόρτ-Σάϊτ, δεχόμενον ἐπιβάτας καὶ ἐμπορεύματα. [30,1271,475,1315]
school-n1: ΘΕΟΔΩΡΟΥ ΝΑΤΣΙΝΑ [1180,1966,1344,1983]
clinic-dr2-role: Παθολόγου [329,1736,394,1750]
karf-title: ΑΙ ΚΑΡΦΟΒΕΝΩΝΑΙ [1418,1367,1546,1382]
